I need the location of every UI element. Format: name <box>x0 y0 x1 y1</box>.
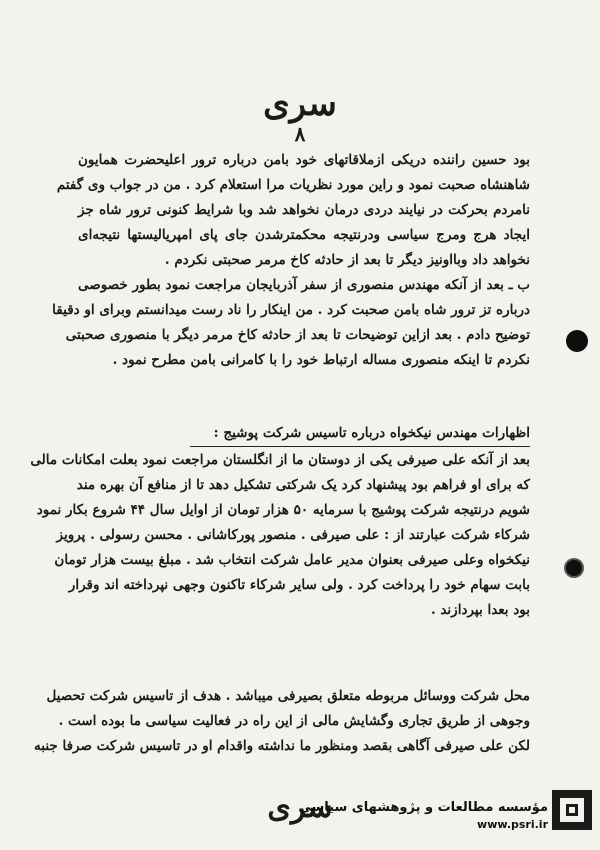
text-line: نامردم بحرکت در نیایند دردی درمان نخواهد شد وبا شرایط کنونی ترور شاه جز <box>78 202 530 218</box>
text-line: نخواهد داد وبااونیز دیگر تا بعد از حادثه کاخ مرمر صحبتی نکردم . <box>164 252 530 268</box>
text-line: بود حسین راننده دریکی ازملاقاتهای خود بامن درباره ترور اعلیحضرت همایون <box>78 152 530 168</box>
text-line: نیکخواه وعلی صیرفی بعنوان مدیر عامل شرکت انتخاب شد . مبلغ بیست هزار تومان <box>54 552 530 568</box>
text-line: لکن علی صیرفی آگاهی بقصد ومنظور ما نداشته واقدام او در تاسیس شرکت صرفا جنبه <box>34 738 530 754</box>
institute-logo-icon <box>552 790 592 830</box>
punch-hole-mark <box>566 330 588 352</box>
subheading-underline <box>190 446 530 447</box>
page-number: ۸ <box>294 122 306 146</box>
watermark-name: مؤسسه مطالعات و پژوهشهای سیاسی <box>298 800 548 815</box>
text-line: بود بعدا بپردازند . <box>430 602 530 618</box>
text-line: شویم درنتیجه شرکت پوشیج با سرمایه ۵۰ هزار تومان از اوایل سال ۴۴ شروع بکار نمود <box>36 502 530 518</box>
paragraph-block-1 <box>52 148 530 373</box>
text-line: توضیح دادم . بعد ازاین توضیحات تا بعد از حادثه کاخ مرمر دیگر با منصوری صحبتی <box>65 327 530 343</box>
text-line: شرکاء شرکت عبارتند از : علی صیرفی . منصور پورکاشانی . محسن رسولی . پرویز <box>56 527 530 543</box>
classification-footer: سری <box>267 790 333 825</box>
text-line: شاهنشاه صحبت نمود و راین مورد نظریات مرا استعلام کرد . من در جواب وی گفتم <box>56 177 530 193</box>
watermark-url: www.psri.ir <box>477 818 548 831</box>
classification-header: سری <box>263 84 337 124</box>
punch-hole-mark <box>566 560 582 576</box>
text-line: ایجاد هرج ومرج سیاسی ودرنتیجه محکمترشدن جای پای امپریالیستها نتیجه‌ای <box>78 227 530 243</box>
paragraph-block-3 <box>34 684 530 759</box>
text-line: بابت سهام خود را پرداخت کرد . ولی سایر شرکاء تاکنون وجهی نپرداخته اند وقرار <box>68 577 530 593</box>
text-line: وجوهی از طریق تجاری وگشایش مالی از این راه در فعالیت سیاسی ما بوده است . <box>58 713 530 729</box>
text-line: درباره تز ترور شاه بامن صحبت کرد . من اینکار را ناد رست میدانستم وبرای او دقیقا <box>52 302 530 318</box>
text-line: محل شرکت ووسائل مربوطه متعلق بصیرفی میباشد . هدف از تاسیس شرکت تحصیل <box>46 688 530 704</box>
text-line: بعد از آنکه علی صیرفی یکی از دوستان ما از انگلستان مراجعت نمود بعلت امکانات مالی <box>30 452 530 468</box>
text-line: که برای او فراهم بود پیشنهاد کرد یک شرکتی تشکیل دهد تا از منافع آن بهره مند <box>76 477 530 493</box>
text-line: نکردم تا اینکه منصوری مساله ارتباط خود را با کامرانی بامن مطرح نمود . <box>112 352 530 368</box>
section-subheading: اظهارات مهندس نیکخواه درباره تاسیس شرکت پوشیج : <box>213 425 530 441</box>
paragraph-block-2 <box>30 448 530 623</box>
text-line: ب ـ بعد از آنکه مهندس منصوری از سفر آذربایجان مراجعت نمود بطور خصوصی <box>78 277 530 293</box>
